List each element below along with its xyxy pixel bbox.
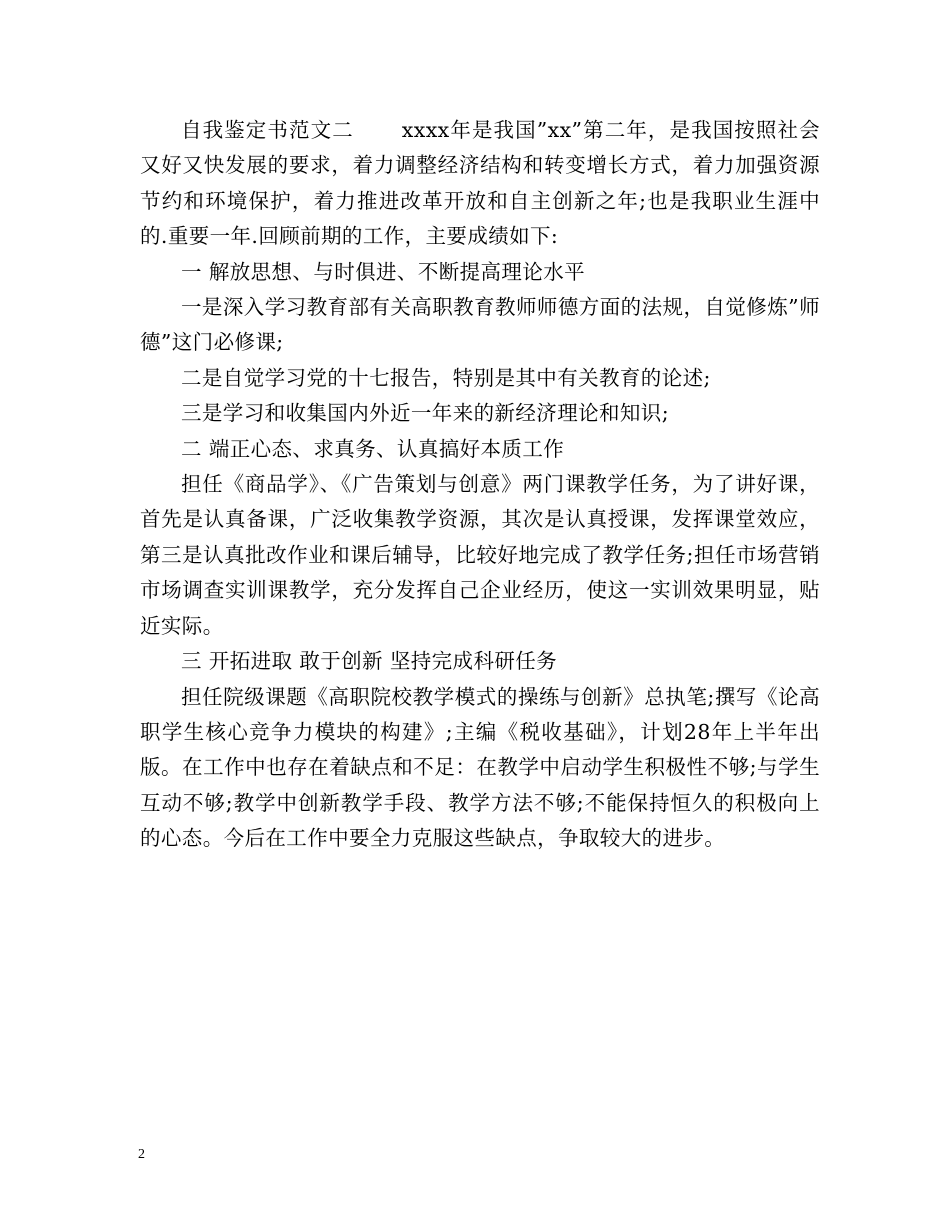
section-1-heading: 一 解放思想、与时俱进、不断提高理论水平: [181, 259, 586, 284]
page-number: 2: [138, 1147, 145, 1162]
section-3-body: 担任院级课题《高职院校教学模式的操练与创新》总执笔;撰写《论高职学生核心竞争力模块的构建》;主编《税收基础》，计划28年上半年出版。在工作中也存在着缺点和不足：在教学中启动学生积极性不够;与学生互动不够;教学中创新教学手段、教学方法不够;不能保持恒久的积极向上的心态。今后在工作中要全力克服这些缺点，争取较大的进步。: [140, 684, 820, 851]
document-title: 自我鉴定书范文二: [181, 118, 354, 142]
section-1-item-2: 二是自觉学习党的十七报告，特别是其中有关教育的论述;: [181, 365, 711, 390]
section-1-item-3: 三是学习和收集国内外近一年来的新经济理论和知识;: [181, 401, 670, 426]
document-body: [140, 113, 820, 857]
intro-paragraph: [140, 113, 820, 255]
section-2-body: 担任《商品学》、《广告策划与创意》两门课教学任务，为了讲好课，首先是认真备课，广泛收集教学资源，其次是认真授课，发挥课堂效应，第三是认真批改作业和课后辅导，比较好地完成了教学任务;担任市场营销市场调查实训课教学，充分发挥自己企业经历，使这一实训效果明显，贴近实际。: [140, 472, 820, 638]
intro-text: xxxx年是我国”xx”第二年，是我国按照社会又好又快发展的要求，着力调整经济结构和转变增长方式，着力加强资源节约和环境保护，着力推进改革开放和自主创新之年;也是我职业生涯中的.重要一年.回顾前期的工作，主要成绩如下:: [140, 118, 821, 249]
section-3-heading: 三 开拓进取 敢于创新 坚持完成科研任务: [181, 649, 558, 674]
section-1-item-1: 一是深入学习教育部有关高职教育教师师德方面的法规，自觉修炼”师德”这门必修课;: [140, 295, 820, 355]
section-2-heading: 二 端正心态、求真务、认真搞好本质工作: [181, 436, 565, 461]
